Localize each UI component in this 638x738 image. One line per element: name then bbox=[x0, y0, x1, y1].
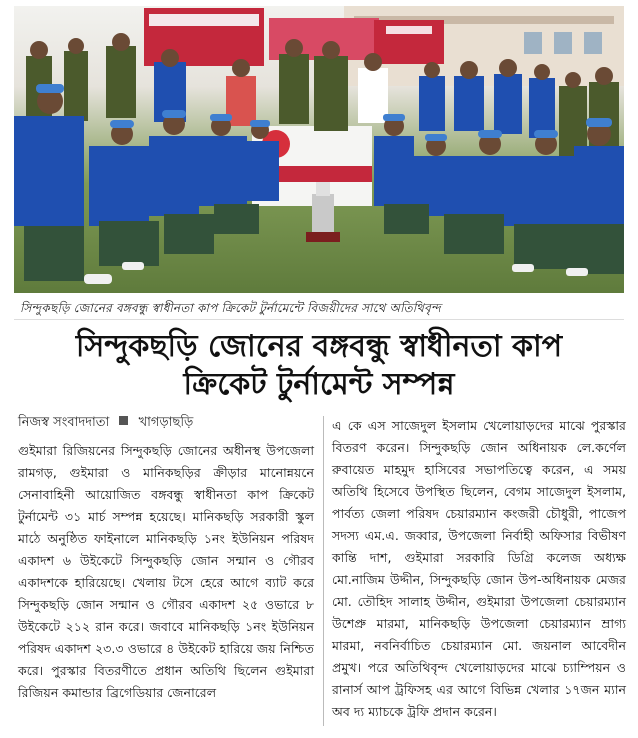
headline-line-2: ক্রিকেট টুর্নামেন্ট সম্পন্ন bbox=[183, 367, 455, 402]
headline bbox=[14, 328, 624, 404]
article-column-left bbox=[18, 440, 314, 704]
byline-location: খাগড়াছড়ি bbox=[138, 415, 194, 430]
article-column-right bbox=[332, 415, 626, 723]
article-text-right: এ কে এস সাজেদুল ইসলাম খেলোয়াড়দের মাঝে পুরস্কার বিতরণ করেন। সিন্দুকছড়ি জোন অধিনায়ক লে.কর্ণেল রুবায়েত মাহমুদ হাসিবের সভাপতিত্বে করেন, এ সময় অতিথি হিসেবে উপস্থিত ছিলেন, বেগম সাজেদুল ইসলাম, পার্বত্য জেলা পরিষদ চেয়ারম্যান কংজরী চৌধুরী, পাজেপ সদস্য এম.এ. জব্বার, উপজেলা নির্বাহী অফিসার বিভীষণ কান্তি দাশ, গুইমারা সরকারি ডিগ্রি কলেজ অধ্যক্ষ মো.নাজিম উদ্দীন, সিন্দুকছড়ি জোন উপ-অধিনায়ক মেজর মো. তৌহিদ সালাহ উদ্দীন, গুইমারা উপজেলা চেয়ারম্যান উশেপ্রু মারমা, মানিকছড়ি উপজেলা চেয়ারম্যান ম্রাগ্য মারমা, নবনির্বাচিত চেয়ারম্যান মো. জয়নাল আবেদীন প্রমুখ। পরে অতিথিবৃন্দ খেলোয়াড়দের মাঝে চ্যাম্পিয়ন ও রানার্স আপ ট্রফিসহ এর আগে বিভিন্ন খেলার ১৭জন ম্যান অব দ্য ম্যাচকে ট্রফি প্রদান করেন। bbox=[332, 418, 626, 719]
headline-line-1: সিন্দুকছড়ি জোনের বঙ্গবন্ধু স্বাধীনতা কাপ bbox=[75, 329, 563, 364]
byline-reporter: নিজস্ব সংবাদদাতা bbox=[18, 415, 110, 430]
cricket-trophy-ceremony-photo-icon bbox=[14, 6, 624, 293]
byline bbox=[18, 413, 193, 433]
photo-caption: সিন্দুকছড়ি জোনের বঙ্গবন্ধু স্বাধীনতা কাপ ক্রিকেট টুর্নামেন্টে বিজয়ীদের সাথে অতিথিবৃন্দ bbox=[14, 296, 624, 320]
square-bullet-icon bbox=[119, 416, 128, 425]
news-photo bbox=[14, 6, 624, 293]
article-text-left: গুইমারা রিজিয়নের সিন্দুকছড়ি জোনের অধীনস্থ উপজেলা রামগড়, গুইমারা ও মানিকছড়ির ক্রীড়ার মানোন্নয়নে সেনাবাহিনী আয়োজিত বঙ্গবন্ধু স্বাধীনতা কাপ ক্রিকেট টুর্নামেন্ট ৩১ মার্চ সম্পন্ন হয়েছে। মানিকছড়ি সরকারী স্কুল মাঠে অনুষ্ঠিত ফাইনালে মানিকছড়ি ১নং ইউনিয়ন পরিষদ একাদশ ৬ উইকেটে সিন্দুকছড়ি জোন সন্মান ও গৌরব একাদশকে হারিয়েছে। খেলায় টসে হেরে আগে ব্যাট করে সিন্দুকছড়ি জোন সন্মান ও গৌরব একাদশ ২৫ ওভারে ৮ উইকেটে ২১২ রান করে। জবাবে মানিকছড়ি ১নং ইউনিয়ন পরিষদ একাদশ ২৩.৩ ওভারে ৪ উইকেট হারিয়ে জয় নিশ্চিত করে। পুরস্কার বিতরণীতে প্রধান অতিথি ছিলেন গুইমারা রিজিয়ন কমান্ডার ব্রিগেডিয়ার জেনারেল bbox=[18, 443, 314, 700]
column-divider bbox=[323, 416, 324, 726]
